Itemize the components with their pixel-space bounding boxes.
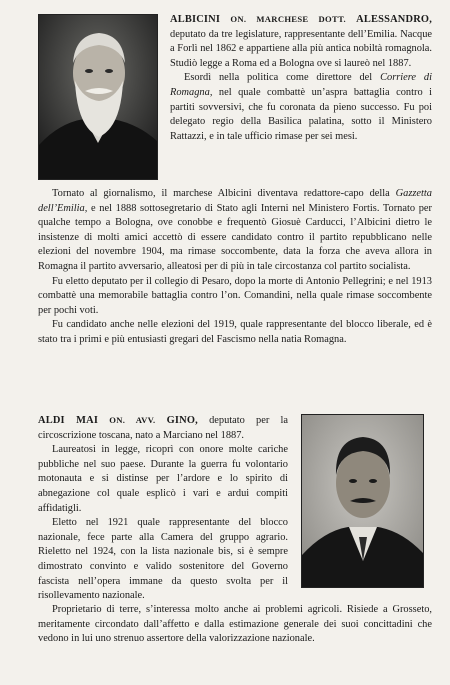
entry-albicini-bottom (38, 187, 432, 348)
portrait-aldi-mai (301, 414, 424, 588)
paragraph: Eletto nel 1921 quale rappresentante del blocco nazionale, fece parte alla Camera del gruppo agrario. Rieletto nel 1924, con la lista nazionale bis, si è sempre dimostrato convinto e valido sostenitore del Governo fascista nell’opera immane da questo svolta per il risollevamento nazionale. (38, 517, 288, 602)
paragraph-text: Esordì nella politica come direttore del (184, 72, 373, 84)
entry-honorific: ON. MARCHESE DOTT. (230, 14, 346, 24)
entry-aldi-mai-top (38, 413, 288, 604)
entry-intro: deputato per la circoscrizione toscana, nato a Marciano nel 1887. (38, 415, 288, 441)
entry-name: ALDI MAI (38, 415, 99, 426)
portrait-albicini (38, 14, 158, 180)
portrait-albicini-image (39, 15, 157, 179)
entry-given-name: ALESSANDRO, (356, 14, 432, 25)
portrait-aldi-mai-image (302, 415, 423, 587)
newspaper-title: Corriere di Romagna, (170, 72, 432, 98)
paragraph-text: nel quale combattè un’aspra battaglia contro i partiti sovversivi, che fu coronata da pieno successo. Fu poi delegato regio della Basilica palatina, sotto il Ministero Rattazzi, e in tale ufficio rimase per sei mesi. (170, 86, 433, 142)
entry-aldi-mai-bottom (38, 603, 432, 647)
entry-intro: deputato da tre legislature, rappresentante dell’Emilia. Nacque a Forlì nel 1862 e appartiene alla più antica nobiltà romagnola. Studiò legge a Roma ed a Bologna ove si laureò nel 1887. (170, 28, 432, 69)
paragraph (170, 71, 432, 144)
paragraph: Fu eletto deputato per il collegio di Pesaro, dopo la morte di Antonio Pellegrini; e nel 1913 combattè una memorabile battaglia contro l’on. Comandini, nella quale rimase soccombente per pochi voti. (38, 275, 432, 316)
entry-honorific: ON. AVV. (109, 415, 156, 425)
paragraph: Fu candidato anche nelle elezioni del 1919, quale rappresentante del blocco liberale, ed è stato tra i primi e più entusiasti gregari del Fascismo nella natia Romagna. (38, 319, 432, 345)
paragraph-text: Tornato al giornalismo, il marchese Albicini diventava redattore-capo della (52, 188, 390, 199)
entry-given-name: GINO, (166, 415, 198, 426)
paragraph: Proprietario di terre, s’interessa molto anche ai problemi agricoli. Risiede a Grosseto, meritamente circondato dall’affetto e dalla estimazione generale dei suoi concittadini che vedono in lui uno strenuo assertore della valorizzazione nazionale. (38, 604, 432, 645)
paragraph: Laureatosi in legge, ricoprì con onore molte cariche pubbliche nel suo paese. Durante la guerra fu volontario motonauta e si distinse per l’ardore e lo spirito di abnegazione col quale esplicò i vari e ardui compiti affidatigli. (38, 444, 288, 514)
paragraph (38, 187, 432, 275)
paragraph-text: e nel 1888 sottosegretario di Stato agli Interni nel Ministero Fortis. Tornato per qualche tempo a Bologna, ove conobbe e frequentò Giosuè Carducci, l’Albicini dietro le insistenze di molti amici accettò di essere candidato contro il partito repubblicano nelle elezioni del novembre 1904, ma rimase soccombente, data la forza che aveva allora in Romagna il partito avversario, alleatosi per di più in tale circostanza col partito socialista. (38, 202, 432, 272)
newspaper-title: Gazzetta dell’Emilia, (38, 188, 432, 214)
entry-name: ALBICINI (170, 14, 221, 25)
entry-albicini-top (170, 12, 432, 144)
